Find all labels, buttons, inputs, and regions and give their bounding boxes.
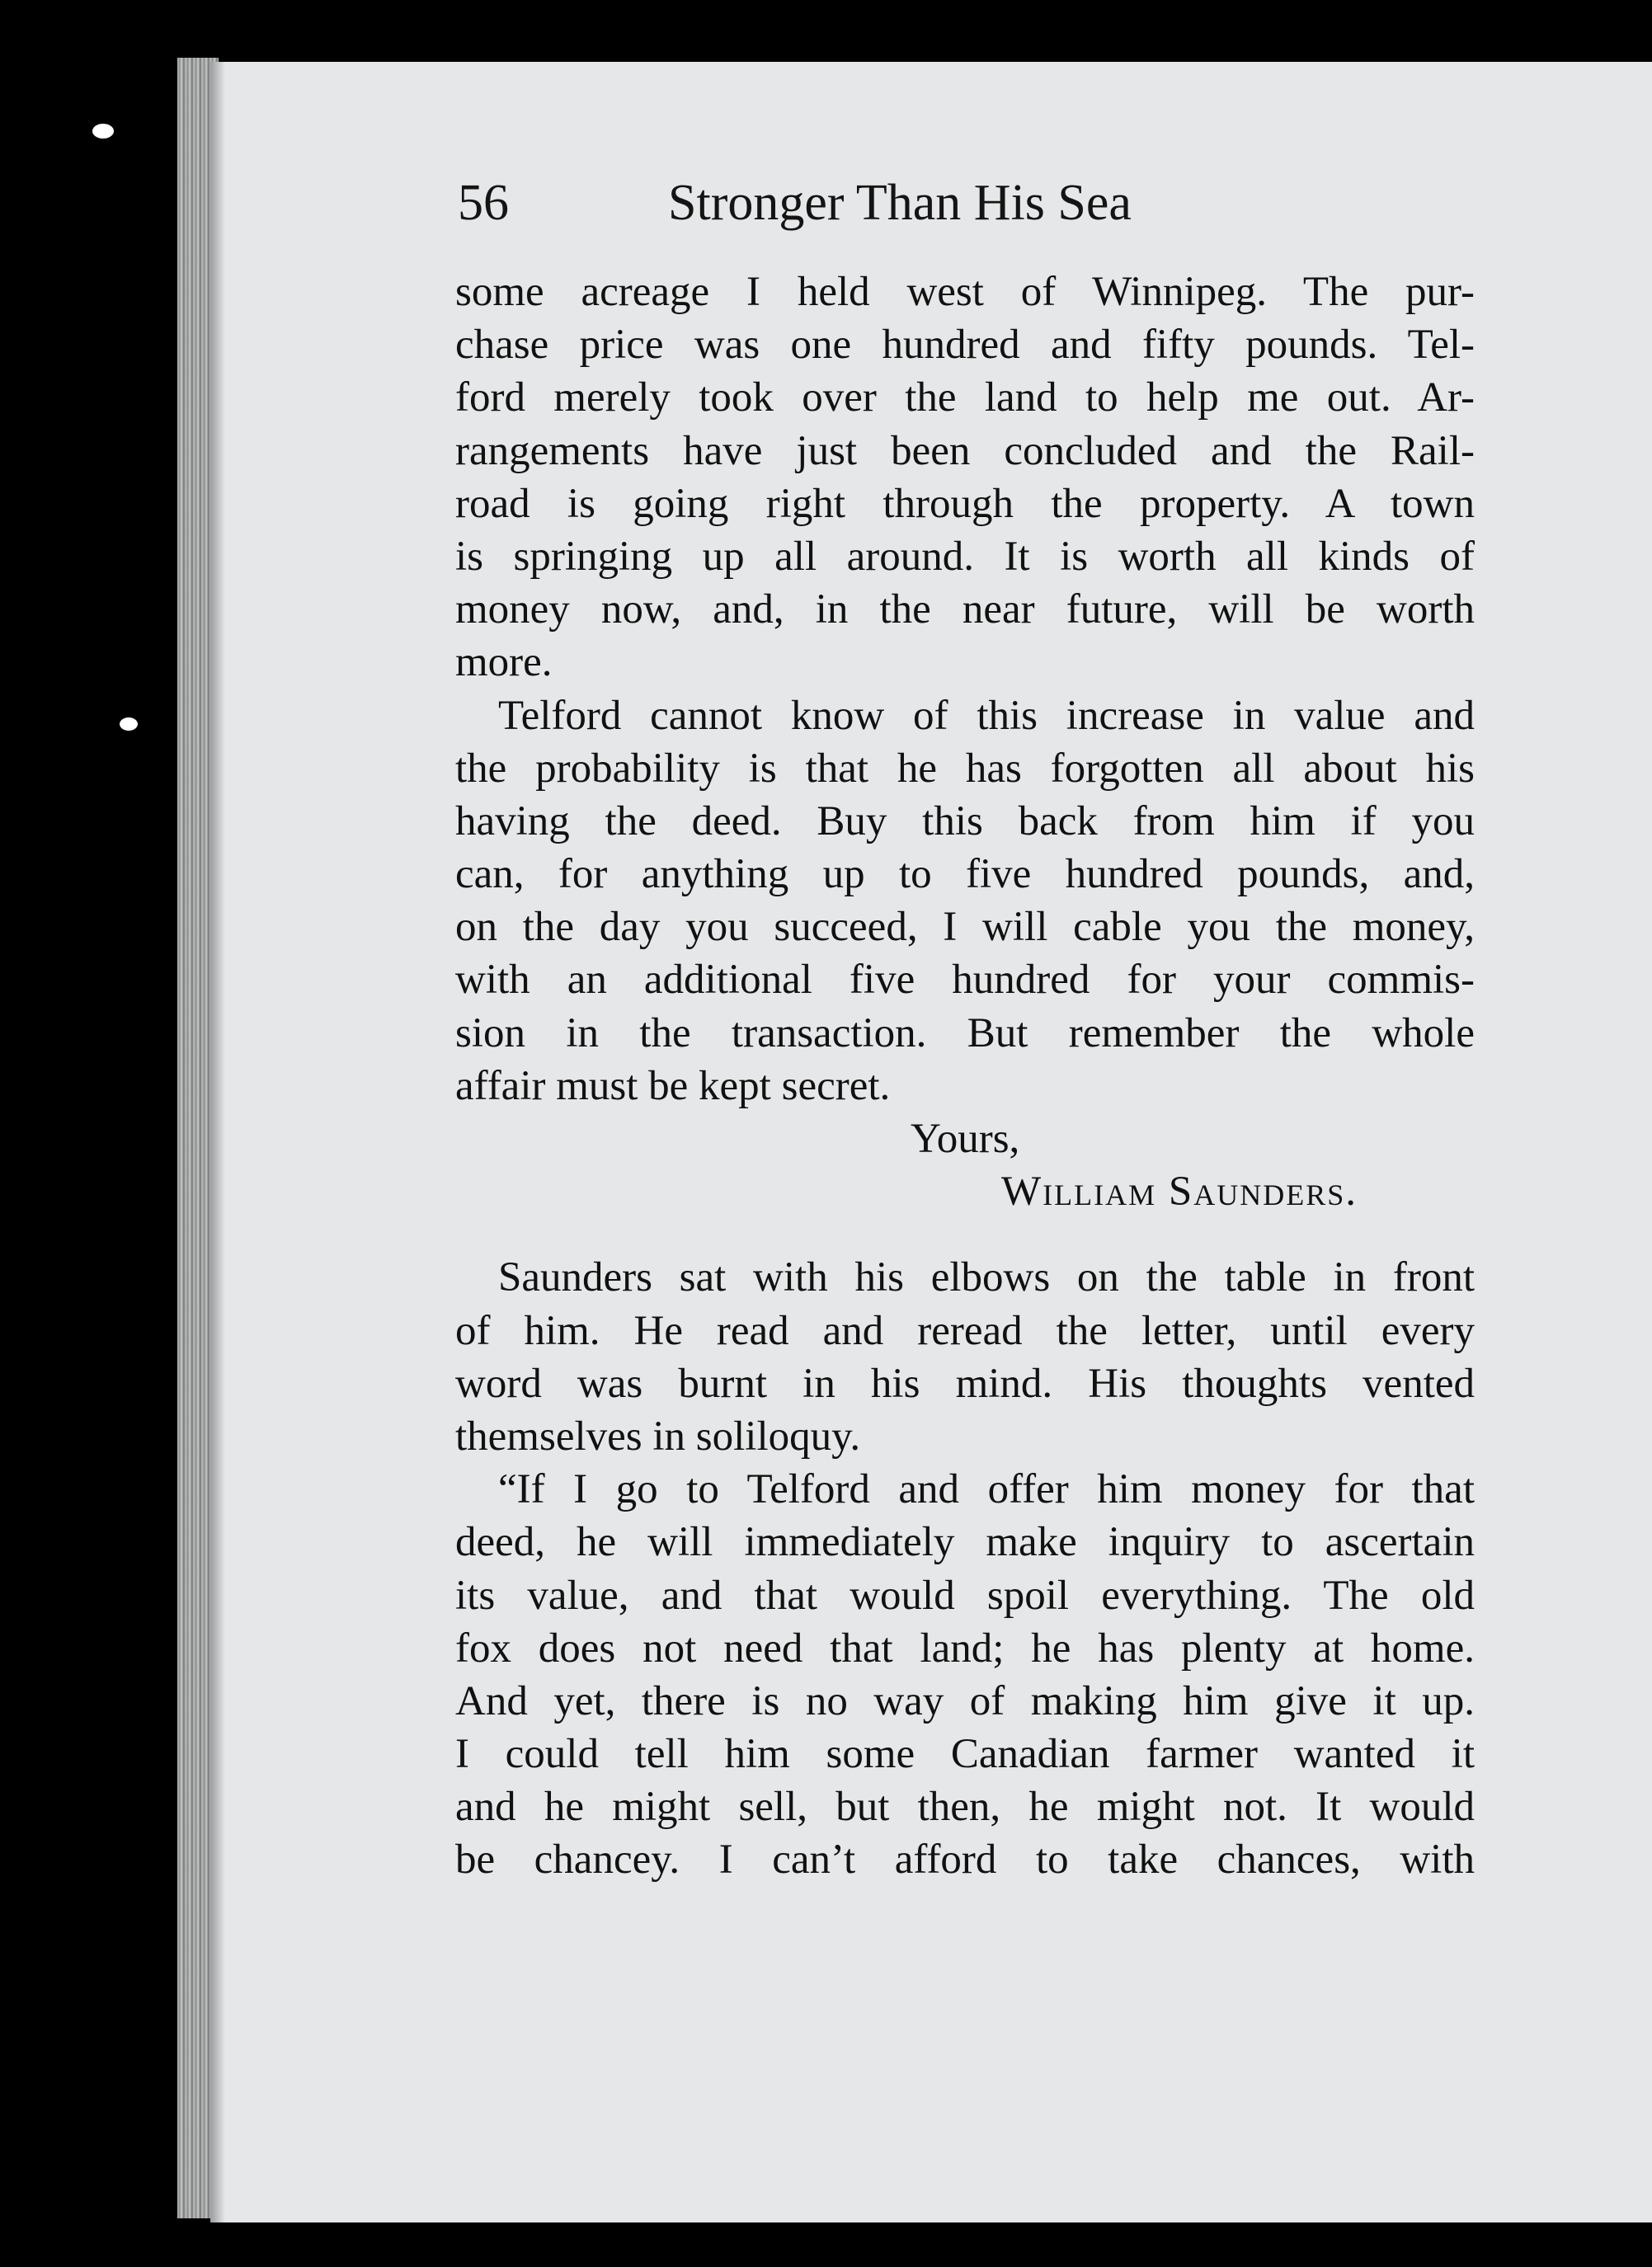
dust-speck (120, 717, 138, 731)
text-line: chase price was one hundred and fifty pounds. Tel- (455, 322, 1475, 369)
text-line: “If I go to Telford and offer him money for that (498, 1466, 1475, 1513)
text-line: its value, and that would spoil everything. The old (455, 1572, 1475, 1619)
running-title: Stronger Than His Sea (668, 175, 1132, 231)
letter-signature: William Saunders. (1001, 1169, 1358, 1216)
text-line: fox does not need that land; he has plenty at home. (455, 1625, 1475, 1672)
text-line: some acreage I held west of Winnipeg. The pur- (455, 269, 1475, 315)
text-line: rangements have just been concluded and the Rail- (455, 427, 1475, 474)
text-line: and he might sell, but then, he might not. It would (455, 1784, 1475, 1831)
body-text (455, 266, 1475, 1887)
text-line: on the day you succeed, I will cable you the money, (455, 904, 1475, 951)
dust-speck (92, 124, 114, 139)
text-line: affair must be kept secret. (455, 1062, 891, 1109)
text-line: themselves in soliloquy. (455, 1413, 861, 1460)
text-line: more. (455, 639, 553, 686)
letter-closing: Yours, (911, 1116, 1020, 1162)
text-line: road is going right through the property. A town (455, 480, 1475, 527)
text-line: sion in the transaction. But remember the whole (455, 1009, 1475, 1056)
text-line: of him. He read and reread the letter, until every (455, 1307, 1475, 1354)
paragraph-gap (455, 1218, 1475, 1251)
page-edge-shadow (210, 62, 225, 2222)
text-line: having the deed. Buy this back from him if you (455, 797, 1475, 844)
text-line: be chancey. I can’t afford to take chances, with (455, 1837, 1475, 1884)
text-line: is springing up all around. It is worth all kinds of (455, 533, 1475, 580)
text-line: the probability is that he has forgotten all about his (455, 745, 1475, 792)
text-line: deed, he will immediately make inquiry to ascertain (455, 1519, 1475, 1566)
text-line: I could tell him some Canadian farmer wanted it (455, 1731, 1475, 1778)
running-head (458, 175, 1365, 231)
text-line: ford merely took over the land to help me out. Ar- (455, 374, 1475, 421)
text-line: Telford cannot know of this increase in value and (498, 692, 1475, 739)
text-line: And yet, there is no way of making him give it up. (455, 1677, 1475, 1724)
page-number: 56 (458, 175, 509, 231)
text-line: Saunders sat with his elbows on the table in front (498, 1254, 1475, 1301)
text-line: money now, and, in the near future, will be worth (455, 586, 1475, 633)
text-line: word was burnt in his mind. His thoughts vented (455, 1360, 1475, 1407)
text-line: can, for anything up to five hundred pounds, and, (455, 851, 1475, 898)
text-line: with an additional five hundred for your commis- (455, 957, 1475, 1004)
